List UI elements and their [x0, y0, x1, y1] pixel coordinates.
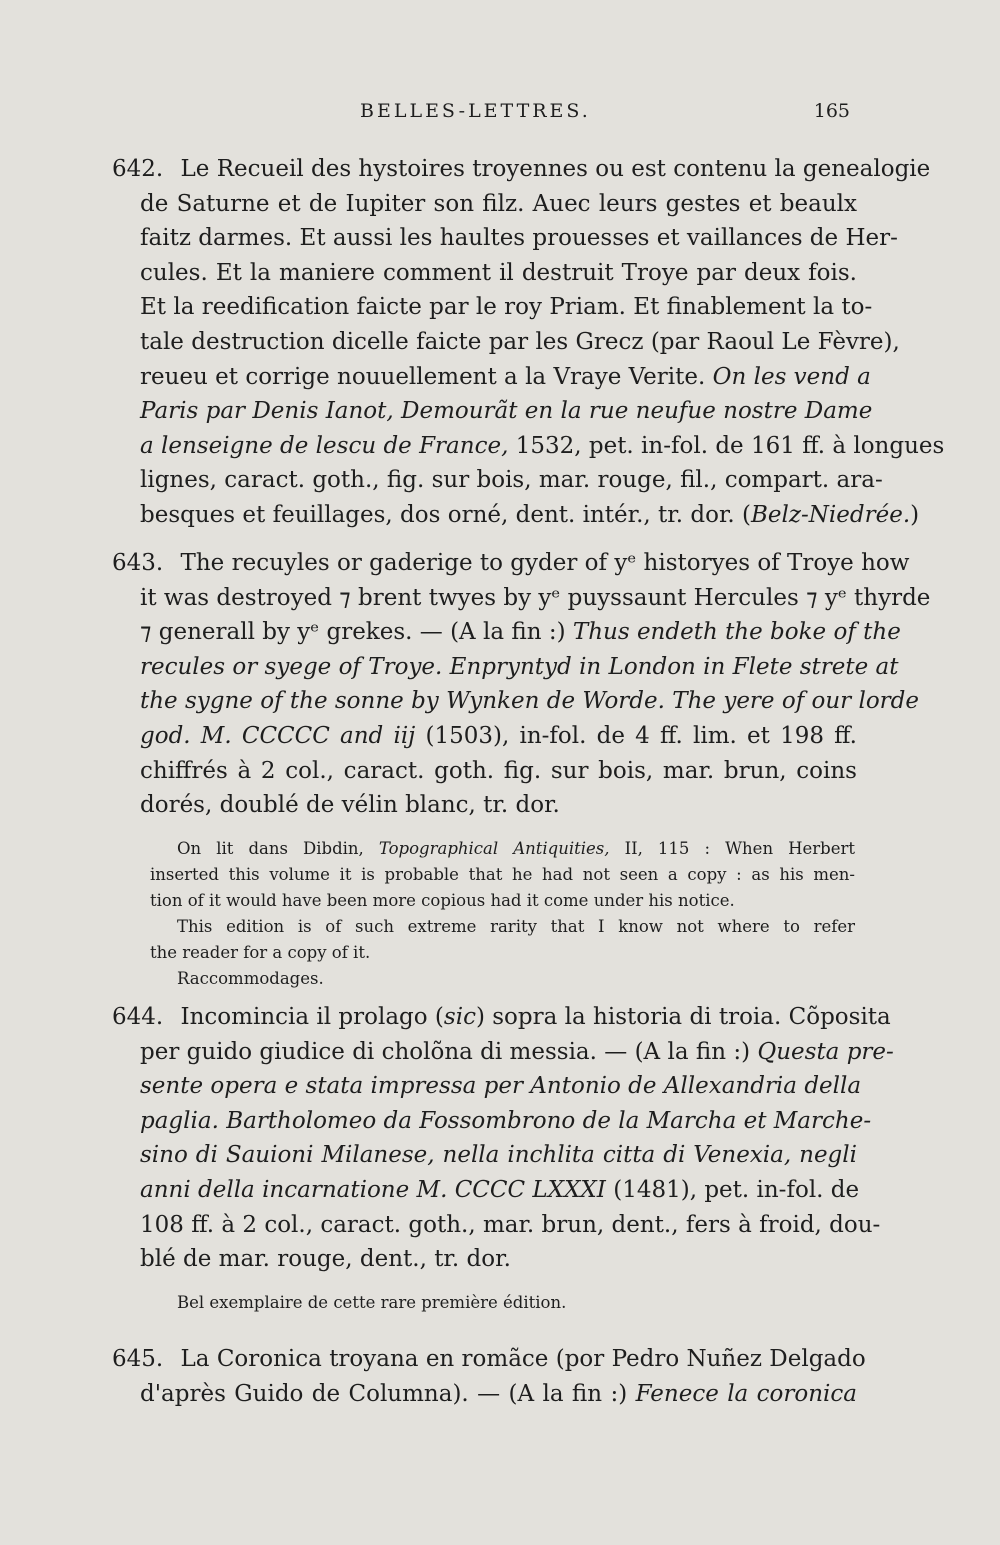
italic-segment: paglia. Bartholomeo da Fossombrono de la Marcha et Marche-	[140, 1107, 872, 1134]
text-line	[112, 546, 910, 581]
text-line	[140, 1377, 857, 1412]
text-line	[140, 498, 920, 533]
text-segment: besques et feuillages, dos orné, dent. intér., tr. dor. (	[140, 501, 752, 528]
text-segment: chiffrés à 2 col., caract. goth. fig. sur bois, mar. brun, coins	[140, 757, 857, 784]
text-segment: This edition is of such extreme rarity that I know not where to refer	[177, 917, 855, 936]
text-segment: d'après Guido de Columna). — (A la fin :)	[140, 1380, 636, 1407]
text-line	[140, 1035, 894, 1070]
text-line	[140, 684, 920, 719]
text-line	[112, 1342, 866, 1377]
text-line	[140, 221, 898, 256]
entry-number: 645.	[112, 1346, 171, 1372]
text-segment: The recuyles or gaderige to gyder of yᵉ historyes of Troye how	[180, 550, 910, 576]
italic-segment: recules or syege of Troye. Enpryntyd in London in Flete strete at	[140, 653, 899, 680]
text-line	[140, 615, 901, 650]
text-segment: Raccommodages.	[177, 969, 324, 988]
note-line	[150, 888, 855, 914]
italic-segment: sino di Sauioni Milanese, nella inchlita citta di Venexia, negli	[140, 1142, 857, 1169]
italic-segment: Questa pre-	[757, 1038, 894, 1065]
text-segment: II, 115 : When Herbert	[609, 839, 856, 858]
text-segment: inserted this volume it is probable that he had not seen a copy : as his men-	[150, 865, 855, 884]
text-segment: it was destroyed ⁊ brent twyes by yᵉ puyssaunt Hercules ⁊ yᵉ thyrde	[140, 584, 931, 611]
note-line	[150, 940, 855, 966]
text-line	[140, 581, 931, 616]
text-segment: Bel exemplaire de cette rare première édition.	[177, 1293, 567, 1312]
text-segment: tion of it would have been more copious had it come under his notice.	[150, 891, 735, 910]
entry-643	[112, 546, 931, 823]
text-segment: 1532, pet. in-fol. de 161 ff. à longues	[508, 432, 945, 459]
text-segment: ) sopra la historia di troia. Cõposita	[475, 1004, 891, 1030]
text-line	[140, 325, 900, 360]
italic-segment: Topographical Antiquities,	[378, 839, 610, 858]
note-643	[150, 836, 855, 992]
text-segment: cules. Et la maniere comment il destruit Troye par deux fois.	[140, 259, 857, 286]
text-line	[112, 152, 931, 187]
text-line	[140, 256, 857, 291]
text-segment: the reader for a copy of it.	[150, 943, 371, 962]
italic-segment: Fenece la coronica	[635, 1380, 857, 1407]
text-segment: )	[910, 501, 920, 528]
note-line	[150, 862, 855, 888]
text-segment: per guido giudice di cholõna di messia. — (A la fin :)	[140, 1038, 758, 1065]
text-line	[140, 1208, 881, 1243]
text-segment: Incomincia il prolago (	[180, 1004, 444, 1030]
italic-segment: On les vend a	[712, 363, 871, 390]
text-line	[140, 788, 857, 823]
text-segment: (1481), pet. in-fol. de	[605, 1176, 860, 1203]
header-title: BELLES-LETTRES.	[360, 100, 591, 122]
page-number: 165	[813, 100, 850, 122]
note-line	[150, 1290, 855, 1316]
text-segment: de Saturne et de Iupiter son filz. Auec leurs gestes et beaulx	[140, 190, 857, 217]
note-644	[150, 1290, 855, 1316]
note-line	[150, 914, 855, 940]
note-line	[150, 836, 855, 862]
text-segment: On lit dans Dibdin,	[177, 839, 379, 858]
note-line	[150, 966, 855, 992]
italic-segment: sic	[443, 1004, 476, 1030]
text-segment: ⁊ generall by yᵉ grekes. — (A la fin :)	[140, 619, 573, 646]
text-line	[140, 650, 899, 685]
italic-segment: god. M. CCCCC and iij	[140, 722, 416, 749]
text-segment: faitz darmes. Et aussi les haultes prouesses et vaillances de Her-	[140, 225, 898, 252]
text-segment: dorés, doublé de vélin blanc, tr. dor.	[140, 792, 560, 819]
italic-segment: Thus endeth the boke of the	[572, 619, 901, 646]
text-segment: (1503), in-fol. de 4 ff. lim. et 198 ff.	[415, 722, 857, 749]
text-segment: 108 ff. à 2 col., caract. goth., mar. brun, dent., fers à froid, dou-	[140, 1211, 881, 1238]
text-line	[140, 1173, 860, 1208]
text-segment: Le Recueil des hystoires troyennes ou est contenu la genealogie	[180, 156, 931, 182]
text-segment: La Coronica troyana en romãce (por Pedro Nuñez Delgado	[180, 1346, 866, 1372]
text-line	[140, 1242, 857, 1277]
italic-segment: sente opera e stata impressa per Antonio de Allexandria della	[140, 1073, 862, 1100]
entry-642	[112, 152, 945, 533]
text-line	[140, 719, 857, 754]
running-header	[140, 100, 858, 130]
italic-segment: Belz-Niedrée.	[751, 501, 911, 528]
text-line	[140, 394, 873, 429]
italic-segment: a lenseigne de lescu de France,	[140, 432, 509, 459]
text-line	[112, 1000, 891, 1035]
text-segment: Et la reedification faicte par le roy Priam. Et finablement la to-	[140, 294, 873, 321]
text-line	[140, 754, 857, 789]
text-line	[140, 290, 873, 325]
entry-645	[112, 1342, 866, 1411]
text-segment: lignes, caract. goth., fig. sur bois, mar. rouge, fil., compart. ara-	[140, 467, 883, 494]
entry-number: 642.	[112, 156, 171, 182]
text-segment: blé de mar. rouge, dent., tr. dor.	[140, 1246, 511, 1273]
entry-644	[112, 1000, 894, 1277]
entry-number: 644.	[112, 1004, 171, 1030]
text-line	[140, 429, 945, 464]
text-segment: reueu et corrige nouuellement a la Vraye Verite.	[140, 363, 713, 390]
italic-segment: anni della incarnatione M. CCCC LXXXI	[140, 1176, 606, 1203]
text-line	[140, 463, 883, 498]
text-line	[140, 187, 857, 222]
text-segment: tale destruction dicelle faicte par les Grecz (par Raoul Le Fèvre),	[140, 328, 900, 355]
entry-number: 643.	[112, 550, 171, 576]
text-line	[140, 360, 871, 395]
text-line	[140, 1104, 872, 1139]
italic-segment: the sygne of the sonne by Wynken de Worde. The yere of our lorde	[140, 688, 920, 715]
text-line	[140, 1069, 862, 1104]
text-line	[140, 1138, 857, 1173]
italic-segment: Paris par Denis Ianot, Demourãt en la rue neufue nostre Dame	[140, 398, 873, 425]
